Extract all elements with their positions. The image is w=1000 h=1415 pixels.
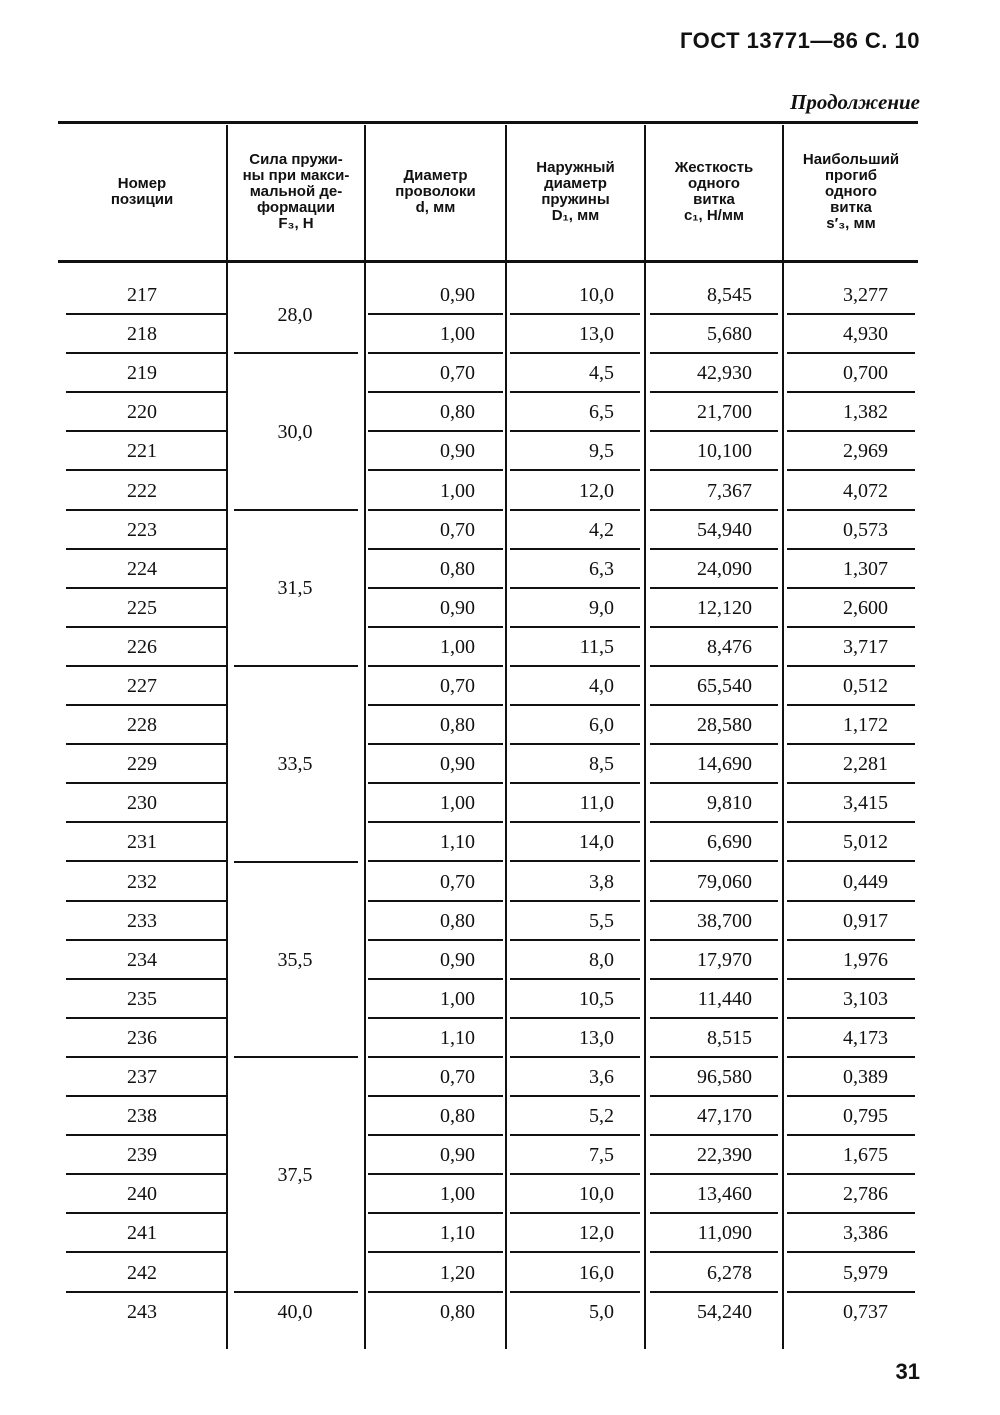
- outer-diameter-cell: 13,0: [579, 1026, 614, 1049]
- spring-force-cell: 40,0: [277, 1300, 313, 1323]
- outer-diameter-cell: 10,5: [579, 987, 614, 1010]
- max-deflection-cell: 0,512: [843, 675, 888, 697]
- max-deflection-cell: 2,786: [843, 1183, 888, 1206]
- outer-diameter-cell: 11,5: [579, 635, 614, 658]
- coil-stiffness-cell: 6,690: [707, 831, 752, 854]
- table-row: [58, 1293, 918, 1332]
- spring-data-table: [58, 121, 918, 1349]
- max-deflection-cell: 3,277: [843, 284, 888, 306]
- position-number-cell: 229: [127, 753, 157, 776]
- table-row: [58, 863, 918, 902]
- outer-diameter-cell: 16,0: [579, 1261, 614, 1284]
- outer-diameter-cell: 13,0: [579, 323, 614, 346]
- max-deflection-cell: 0,449: [843, 870, 888, 893]
- wire-diameter-cell: 0,90: [440, 596, 475, 619]
- outer-diameter-cell: 10,0: [579, 1183, 614, 1206]
- coil-stiffness-cell: 65,540: [697, 675, 752, 697]
- outer-diameter-cell: 9,5: [589, 440, 614, 463]
- header-wire-diameter: Диаметр проволоки d, мм: [395, 167, 476, 216]
- wire-diameter-cell: 0,70: [440, 362, 475, 385]
- table-row: [58, 902, 918, 941]
- coil-stiffness-cell: 10,100: [697, 440, 752, 463]
- continuation-label: Продолжение: [790, 90, 920, 114]
- table-row: [58, 1019, 918, 1058]
- position-number-cell: 218: [127, 323, 157, 346]
- coil-stiffness-cell: 24,090: [697, 557, 752, 580]
- max-deflection-cell: 3,717: [843, 635, 888, 658]
- position-number-cell: 235: [127, 987, 157, 1010]
- wire-diameter-cell: 1,10: [440, 1026, 475, 1049]
- coil-stiffness-cell: 17,970: [697, 948, 752, 971]
- position-number-cell: 232: [127, 870, 157, 893]
- table-row: [58, 628, 918, 667]
- wire-diameter-cell: 0,70: [440, 870, 475, 893]
- wire-diameter-cell: 1,00: [440, 987, 475, 1010]
- position-number-cell: 225: [127, 596, 157, 619]
- position-number-cell: 220: [127, 401, 157, 424]
- outer-diameter-cell: 6,0: [589, 714, 614, 737]
- table-row: [58, 432, 918, 471]
- table-row: [58, 1136, 918, 1175]
- outer-diameter-cell: 8,0: [589, 948, 614, 971]
- coil-stiffness-cell: 47,170: [697, 1105, 752, 1128]
- coil-stiffness-cell: 5,680: [707, 323, 752, 346]
- max-deflection-cell: 2,600: [843, 596, 888, 619]
- spring-force-cell: 33,5: [277, 753, 313, 776]
- max-deflection-cell: 0,700: [843, 362, 888, 385]
- max-deflection-cell: 0,573: [843, 518, 888, 541]
- table-row: [58, 823, 918, 862]
- outer-diameter-cell: 5,5: [589, 909, 614, 932]
- coil-stiffness-cell: 11,440: [697, 987, 752, 1010]
- outer-diameter-cell: 5,0: [589, 1300, 614, 1323]
- position-number-cell: 223: [127, 518, 157, 541]
- table-top-rule: [58, 121, 918, 124]
- outer-diameter-cell: 10,0: [579, 284, 614, 306]
- table-row: [58, 550, 918, 589]
- coil-stiffness-cell: 11,090: [697, 1222, 752, 1245]
- outer-diameter-cell: 6,5: [589, 401, 614, 424]
- wire-diameter-cell: 0,80: [440, 1105, 475, 1128]
- position-number-cell: 230: [127, 792, 157, 815]
- position-number-cell: 241: [127, 1222, 157, 1245]
- coil-stiffness-cell: 38,700: [697, 909, 752, 932]
- position-number-cell: 228: [127, 714, 157, 737]
- outer-diameter-cell: 12,0: [579, 479, 614, 502]
- max-deflection-cell: 4,930: [843, 323, 888, 346]
- header-max-deflection: Наибольший прогиб одного витка s′₃, мм: [802, 151, 900, 232]
- outer-diameter-cell: 12,0: [579, 1222, 614, 1245]
- table-row: [58, 1214, 918, 1253]
- position-number-cell: 219: [127, 362, 157, 385]
- coil-stiffness-cell: 14,690: [697, 753, 752, 776]
- coil-stiffness-cell: 9,810: [707, 792, 752, 815]
- outer-diameter-cell: 6,3: [589, 557, 614, 580]
- wire-diameter-cell: 0,90: [440, 1144, 475, 1167]
- max-deflection-cell: 1,382: [843, 401, 888, 424]
- max-deflection-cell: 0,737: [843, 1300, 888, 1323]
- max-deflection-cell: 1,976: [843, 948, 888, 971]
- table-row: [58, 589, 918, 628]
- table-row: [58, 784, 918, 823]
- wire-diameter-cell: 1,00: [440, 1183, 475, 1206]
- table-row: [58, 393, 918, 432]
- outer-diameter-cell: 4,0: [589, 675, 614, 697]
- header-position-number: Номер позиции: [110, 175, 174, 208]
- coil-stiffness-cell: 12,120: [697, 596, 752, 619]
- wire-diameter-cell: 1,10: [440, 831, 475, 854]
- coil-stiffness-cell: 8,476: [707, 635, 752, 658]
- wire-diameter-cell: 1,20: [440, 1261, 475, 1284]
- wire-diameter-cell: 0,80: [440, 714, 475, 737]
- max-deflection-cell: 2,281: [843, 753, 888, 776]
- wire-diameter-cell: 1,00: [440, 479, 475, 502]
- wire-diameter-cell: 1,00: [440, 792, 475, 815]
- max-deflection-cell: 1,307: [843, 557, 888, 580]
- wire-diameter-cell: 0,90: [440, 440, 475, 463]
- outer-diameter-cell: 5,2: [589, 1105, 614, 1128]
- table-row: [58, 706, 918, 745]
- page-number: 31: [895, 1359, 920, 1384]
- coil-stiffness-cell: 42,930: [697, 362, 752, 385]
- max-deflection-cell: 1,172: [843, 714, 888, 737]
- table-row: [58, 1058, 918, 1097]
- table-row: [58, 1175, 918, 1214]
- table-row: [58, 511, 918, 550]
- coil-stiffness-cell: 54,940: [697, 518, 752, 541]
- table-row: [58, 472, 918, 511]
- wire-diameter-cell: 1,00: [440, 635, 475, 658]
- wire-diameter-cell: 0,80: [440, 909, 475, 932]
- max-deflection-cell: 3,386: [843, 1222, 888, 1245]
- max-deflection-cell: 3,103: [843, 987, 888, 1010]
- position-number-cell: 234: [127, 948, 157, 971]
- coil-stiffness-cell: 8,515: [707, 1026, 752, 1049]
- position-number-cell: 237: [127, 1066, 157, 1088]
- wire-diameter-cell: 0,90: [440, 753, 475, 776]
- table-row: [58, 1254, 918, 1293]
- table-row: [58, 980, 918, 1019]
- position-number-cell: 242: [127, 1261, 157, 1284]
- max-deflection-cell: 0,389: [843, 1066, 888, 1088]
- outer-diameter-cell: 11,0: [579, 792, 614, 815]
- wire-diameter-cell: 0,80: [440, 1300, 475, 1323]
- max-deflection-cell: 2,969: [843, 440, 888, 463]
- outer-diameter-cell: 3,6: [589, 1066, 614, 1088]
- wire-diameter-cell: 0,70: [440, 518, 475, 541]
- outer-diameter-cell: 8,5: [589, 753, 614, 776]
- position-number-cell: 222: [127, 479, 157, 502]
- max-deflection-cell: 0,917: [843, 909, 888, 932]
- outer-diameter-cell: 4,5: [589, 362, 614, 385]
- table-row: [58, 745, 918, 784]
- position-number-cell: 227: [127, 675, 157, 697]
- max-deflection-cell: 4,072: [843, 479, 888, 502]
- spring-force-cell: 28,0: [277, 303, 313, 326]
- position-number-cell: 233: [127, 909, 157, 932]
- position-number-cell: 238: [127, 1105, 157, 1128]
- table-row: [58, 667, 918, 706]
- position-number-cell: 226: [127, 635, 157, 658]
- max-deflection-cell: 0,795: [843, 1105, 888, 1128]
- coil-stiffness-cell: 7,367: [707, 479, 752, 502]
- coil-stiffness-cell: 13,460: [697, 1183, 752, 1206]
- wire-diameter-cell: 1,00: [440, 323, 475, 346]
- outer-diameter-cell: 7,5: [589, 1144, 614, 1167]
- wire-diameter-cell: 0,90: [440, 948, 475, 971]
- max-deflection-cell: 1,675: [843, 1144, 888, 1167]
- header-bottom-rule: [58, 260, 918, 263]
- spring-force-cell: 30,0: [277, 420, 313, 443]
- max-deflection-cell: 5,979: [843, 1261, 888, 1284]
- position-number-cell: 221: [127, 440, 157, 463]
- coil-stiffness-cell: 54,240: [697, 1300, 752, 1323]
- header-coil-stiffness: Жесткость одного витка c₁, Н/мм: [674, 159, 754, 224]
- position-number-cell: 217: [127, 284, 157, 306]
- coil-stiffness-cell: 79,060: [697, 870, 752, 893]
- coil-stiffness-cell: 6,278: [707, 1261, 752, 1284]
- spring-force-cell: 37,5: [277, 1163, 313, 1186]
- wire-diameter-cell: 0,90: [440, 284, 475, 306]
- header-outer-diameter: Наружный диаметр пружины D₁, мм: [536, 159, 615, 224]
- table-row: [58, 315, 918, 354]
- coil-stiffness-cell: 28,580: [697, 714, 752, 737]
- coil-stiffness-cell: 96,580: [697, 1066, 752, 1088]
- table-row: [58, 276, 918, 315]
- max-deflection-cell: 3,415: [843, 792, 888, 815]
- max-deflection-cell: 4,173: [843, 1026, 888, 1049]
- wire-diameter-cell: 0,80: [440, 557, 475, 580]
- table-row: [58, 941, 918, 980]
- standard-header: ГОСТ 13771—86 С. 10: [679, 28, 920, 53]
- position-number-cell: 243: [127, 1300, 157, 1323]
- spring-force-cell: 35,5: [277, 948, 313, 971]
- spring-force-cell: 31,5: [277, 577, 313, 600]
- table-row: [58, 354, 918, 393]
- max-deflection-cell: 5,012: [843, 831, 888, 854]
- position-number-cell: 239: [127, 1144, 157, 1167]
- position-number-cell: 240: [127, 1183, 157, 1206]
- outer-diameter-cell: 9,0: [589, 596, 614, 619]
- wire-diameter-cell: 0,70: [440, 1066, 475, 1088]
- outer-diameter-cell: 14,0: [579, 831, 614, 854]
- outer-diameter-cell: 3,8: [589, 870, 614, 893]
- position-number-cell: 231: [127, 831, 157, 854]
- coil-stiffness-cell: 22,390: [697, 1144, 752, 1167]
- header-spring-force: Сила пружи- ны при макси- мальной де- формации F₃, Н: [242, 151, 350, 232]
- outer-diameter-cell: 4,2: [589, 518, 614, 541]
- wire-diameter-cell: 1,10: [440, 1222, 475, 1245]
- table-row: [58, 1097, 918, 1136]
- coil-stiffness-cell: 21,700: [697, 401, 752, 424]
- coil-stiffness-cell: 8,545: [707, 284, 752, 306]
- wire-diameter-cell: 0,70: [440, 675, 475, 697]
- position-number-cell: 224: [127, 557, 157, 580]
- position-number-cell: 236: [127, 1026, 157, 1049]
- wire-diameter-cell: 0,80: [440, 401, 475, 424]
